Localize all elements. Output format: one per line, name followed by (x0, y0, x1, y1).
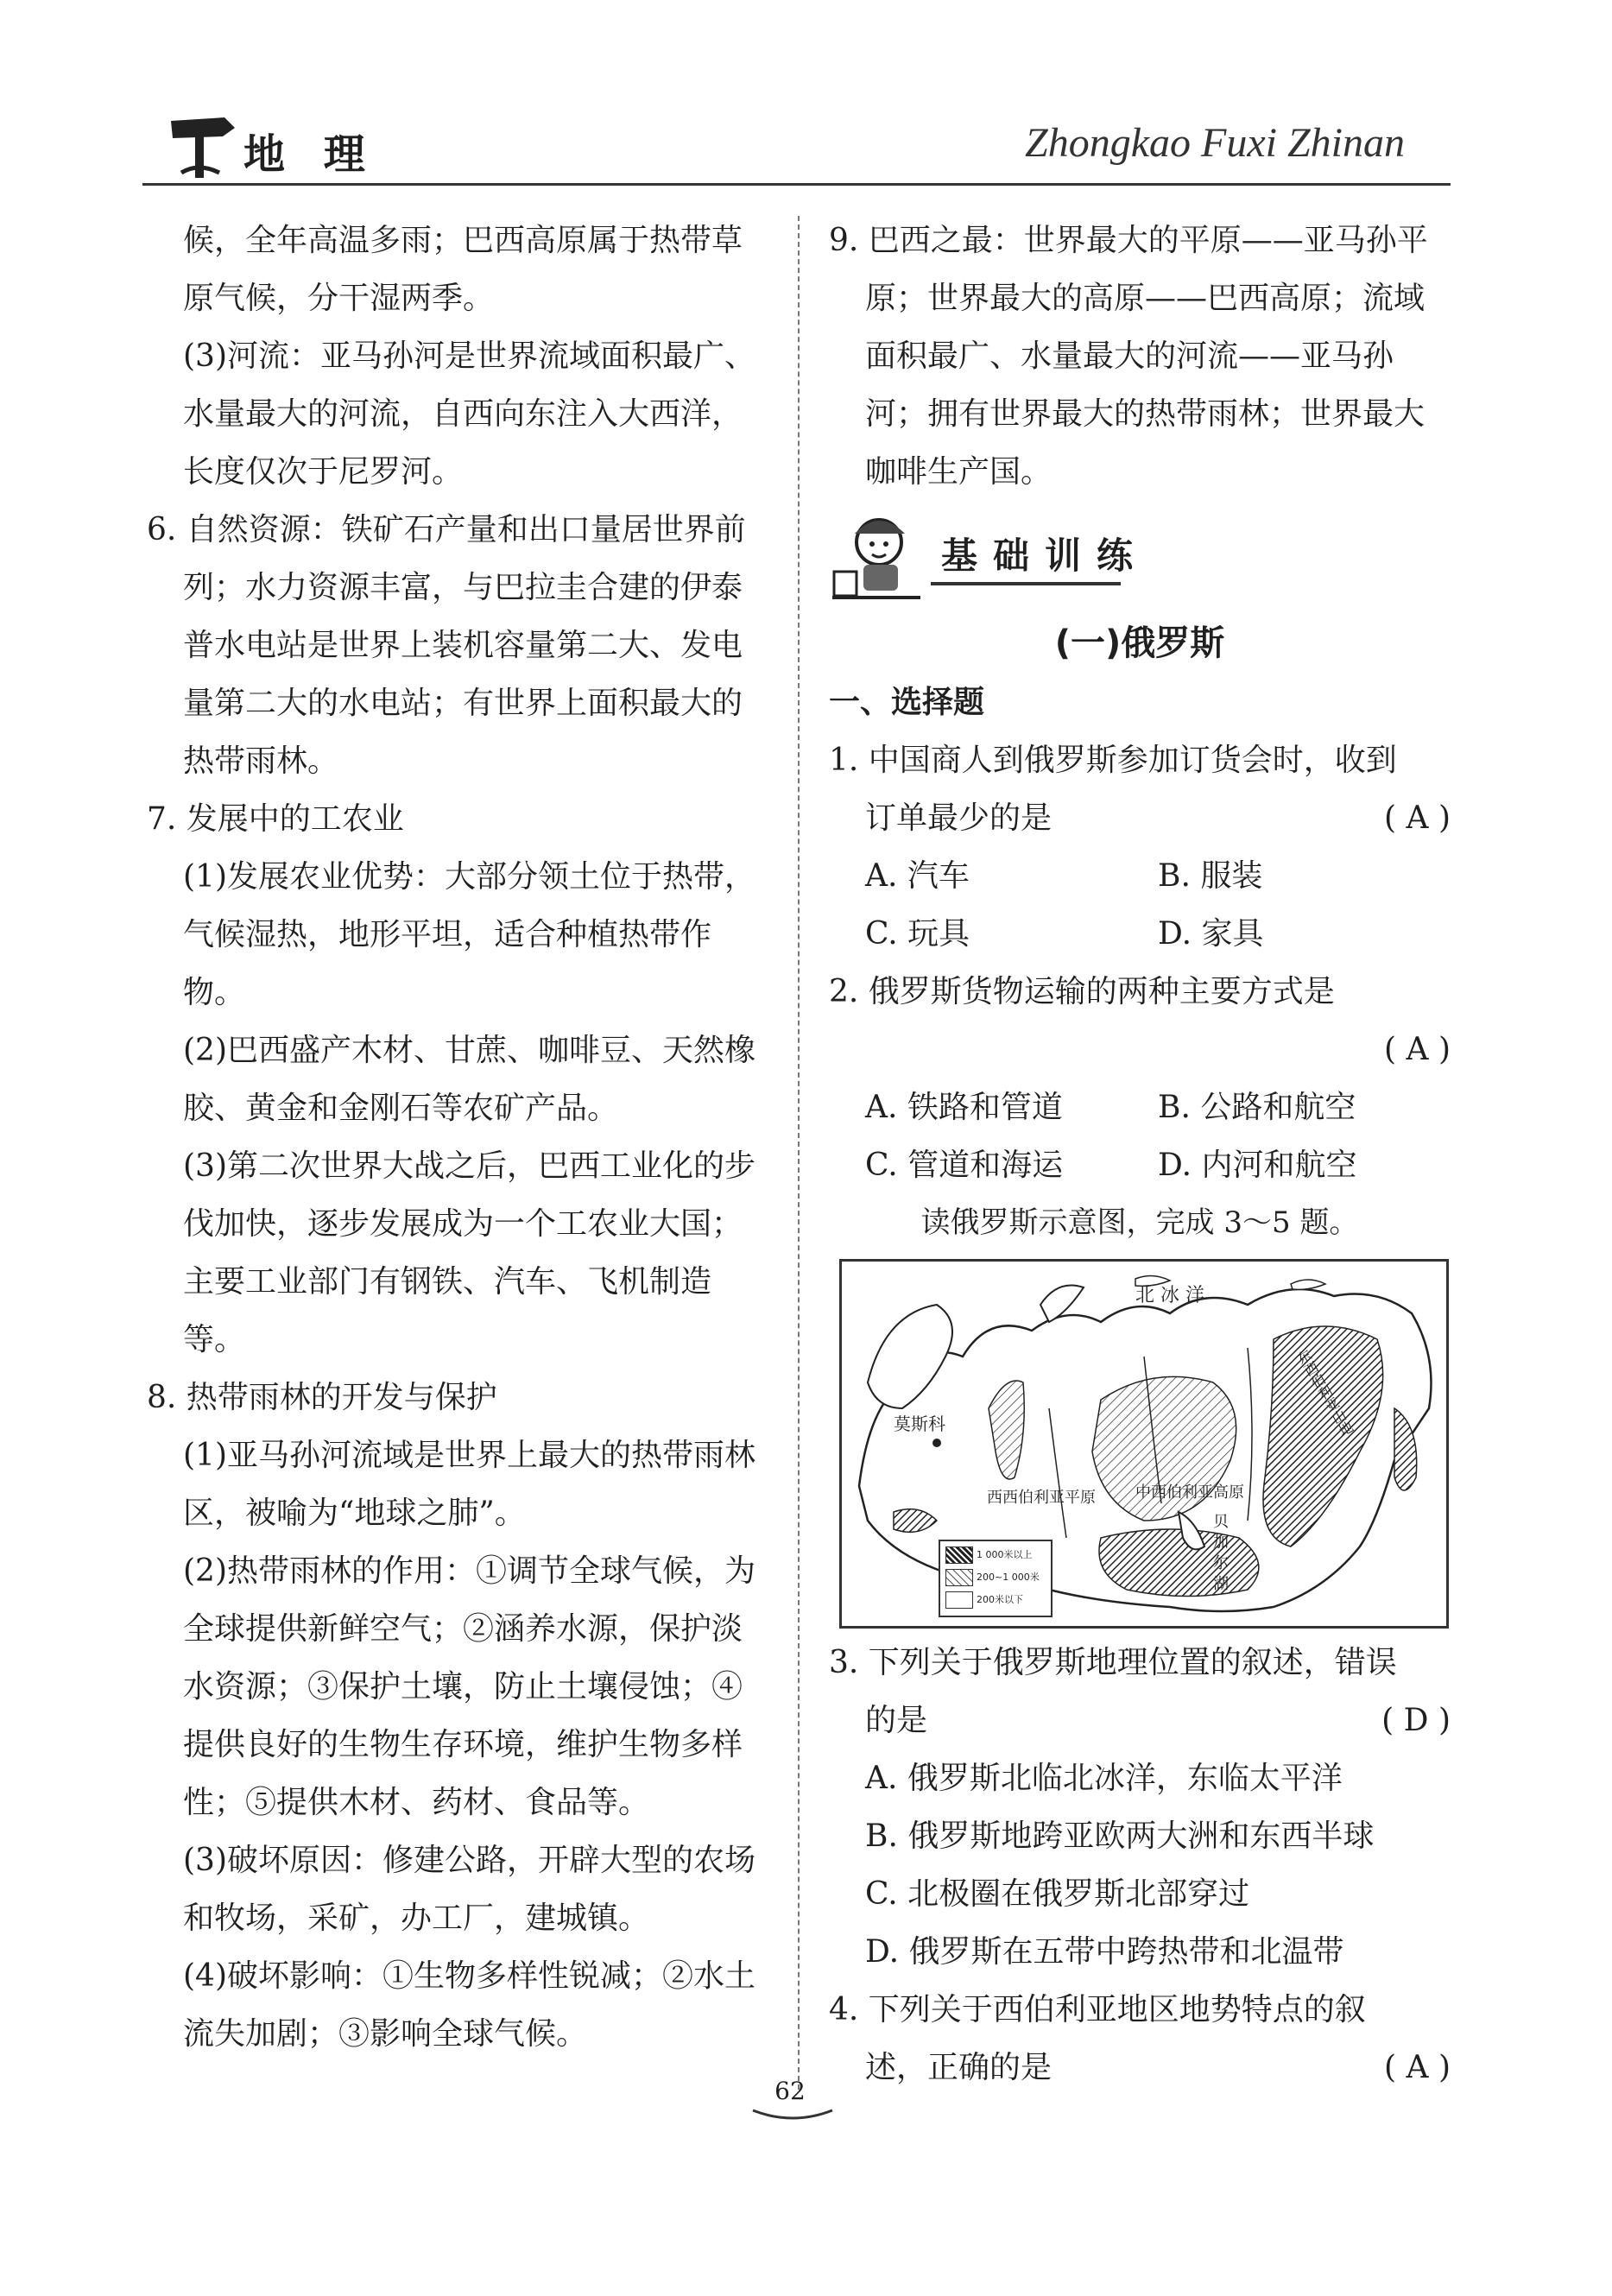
left-para: (2)巴西盛产木材、甘蔗、咖啡豆、天然橡胶、黄金和金刚石等农矿产品。 (183, 1033, 755, 1126)
left-para: (3)第二次世界大战之后，巴西工业化的步伐加快，逐步发展成为一个工农业大国；主要工业部门有钢铁、汽车、飞机制造等。 (183, 1148, 755, 1357)
left-column (147, 212, 768, 2063)
left-para: 8. 热带雨林的开发与保护 (147, 1380, 497, 1415)
question-2-answer: ( A ) (1384, 1032, 1451, 1067)
legend-row (945, 1546, 1033, 1564)
option: C. 玩具 (865, 916, 970, 952)
question-1-line (829, 789, 1451, 847)
map-label-west-siberian-plain: 西西伯利亚平原 (987, 1489, 1096, 1507)
book-series-title: Zhongkao Fuxi Zhinan (1025, 120, 1405, 166)
left-para: (1)亚马孙河流域是世界上最大的热带雨林区，被喻为“地球之肺”。 (183, 1438, 755, 1531)
left-para: (1)发展农业优势：大部分领土位于热带，气候湿热，地形平坦，适合种植热带作物。 (183, 859, 755, 1010)
russia-map (839, 1259, 1449, 1629)
option: D. 内河和航空 (1158, 1148, 1357, 1183)
option: B. 公路和航空 (1158, 1090, 1356, 1125)
map-label-arctic-ocean: 北 冰 洋 (1135, 1285, 1204, 1306)
left-para: (2)热带雨林的作用：①调节全球气候，为全球提供新鲜空气；②涵养水源，保护淡水资源；③保护土壤，防止土壤侵蚀；④提供良好的生物生存环境，维护生物多样性；⑤提供木材、药材、食品等。 (183, 1553, 755, 1820)
option: D. 俄罗斯在五带中跨热带和北温带 (865, 1934, 1344, 1970)
moscow-marker (932, 1439, 941, 1447)
legend-swatch-low (945, 1591, 973, 1609)
legend-label: 200~1 000米 (977, 1572, 1040, 1583)
option: B. 俄罗斯地跨亚欧两大洲和东西半球 (865, 1818, 1375, 1854)
map-label-moscow: 莫斯科 (894, 1414, 945, 1434)
left-para: (3)破坏原因：修建公路，开辟大型的农场和牧场，采矿，办工厂，建城镇。 (183, 1843, 755, 1936)
signpost-icon (164, 111, 242, 180)
legend-row (945, 1569, 1040, 1586)
practice-banner (829, 508, 1451, 610)
question-1-options-row (829, 905, 1451, 963)
left-para: (4)破坏影响：①生物多样性锐减；②水土流失加剧；③影响全球气候。 (183, 1958, 755, 2052)
legend-swatch-high (945, 1546, 973, 1564)
question-1-stem-cont: 订单最少的是 (865, 800, 1053, 836)
question-4-stem: 4. 下列关于西伯利亚地区地势特点的叙 (829, 1992, 1366, 2027)
question-2-options-row (829, 1078, 1451, 1136)
russia-map-drawing (842, 1262, 1446, 1626)
map-label-east-siberian-mountains: 东西伯利亚山地 (1293, 1347, 1356, 1439)
legend-label: 200米以下 (977, 1594, 1023, 1605)
option: C. 管道和海运 (865, 1148, 1064, 1183)
page-number-ornament (749, 2107, 836, 2122)
map-instruction: 读俄罗斯示意图，完成 3～5 题。 (920, 1205, 1359, 1240)
legend-row (945, 1591, 1023, 1609)
question-3-stem: 3. 下列关于俄罗斯地理位置的叙述，错误 (829, 1645, 1397, 1680)
question-1-options-row (829, 847, 1451, 905)
question-1-answer: ( A ) (1384, 800, 1451, 836)
question-3-line (829, 1692, 1451, 1749)
question-4-answer: ( A ) (1384, 2050, 1451, 2085)
banner-underline (931, 582, 1121, 585)
option: D. 家具 (1158, 916, 1264, 952)
option: A. 俄罗斯北临北冰洋，东临太平洋 (865, 1761, 1343, 1796)
left-para: (3)河流：亚马孙河是世界流域面积最广、水量最大的河流，自西向东注入大西洋，长度仅次于尼罗河。 (183, 338, 755, 490)
legend-label: 1 000米以上 (977, 1549, 1033, 1560)
student-mascot-icon (829, 508, 924, 603)
option: B. 服装 (1158, 858, 1263, 894)
header-rule (142, 183, 1451, 186)
section-title: (一)俄罗斯 (1054, 623, 1225, 663)
subsection-title: 一、选择题 (829, 685, 985, 720)
subject-title: 地 理 (243, 130, 377, 179)
map-label-central-siberian-plateau: 中西伯利亚高原 (1135, 1483, 1244, 1502)
question-4-line (829, 2039, 1451, 2097)
island (1291, 1280, 1325, 1289)
question-2-line (829, 1021, 1451, 1078)
map-label-baikal: 贝加尔湖 (1213, 1513, 1229, 1593)
left-para: 6. 自然资源：铁矿石产量和出口量居世界前列；水力资源丰富，与巴拉圭合建的伊泰普水电站是世界上装机容量第二大、发电量第二大的水电站；有世界上面积最大的热带雨林。 (147, 512, 746, 779)
question-4-stem-cont: 述，正确的是 (865, 2050, 1053, 2085)
left-para: 候，全年高温多雨；巴西高原属于热带草原气候，分干湿两季。 (183, 223, 743, 316)
option: C. 北极圈在俄罗斯北部穿过 (865, 1876, 1250, 1912)
question-1-stem: 1. 中国商人到俄罗斯参加订货会时，收到 (829, 743, 1397, 778)
question-2-stem: 2. 俄罗斯货物运输的两种主要方式是 (829, 974, 1335, 1009)
question-3-answer: ( D ) (1381, 1703, 1451, 1738)
legend-swatch-mid (945, 1569, 973, 1586)
option: A. 铁路和管道 (865, 1090, 1063, 1125)
right-column (829, 212, 1451, 2097)
left-para: 7. 发展中的工农业 (147, 801, 404, 837)
option: A. 汽车 (865, 858, 970, 894)
question-2-options-row (829, 1136, 1451, 1194)
banner-label: 基础训练 (941, 534, 1149, 577)
question-3-stem-cont: 的是 (865, 1703, 928, 1738)
southern-mountains-area (1099, 1529, 1259, 1597)
right-item-9: 9. 巴西之最：世界最大的平原——亚马孙平原；世界最大的高原——巴西高原；流域面积最广、水量最大的河流——亚马孙河；拥有世界最大的热带雨林；世界最大咖啡生产国。 (829, 223, 1428, 490)
page-number: 62 (774, 2077, 806, 2105)
map-legend (939, 1540, 1053, 1617)
column-divider (798, 216, 800, 2090)
